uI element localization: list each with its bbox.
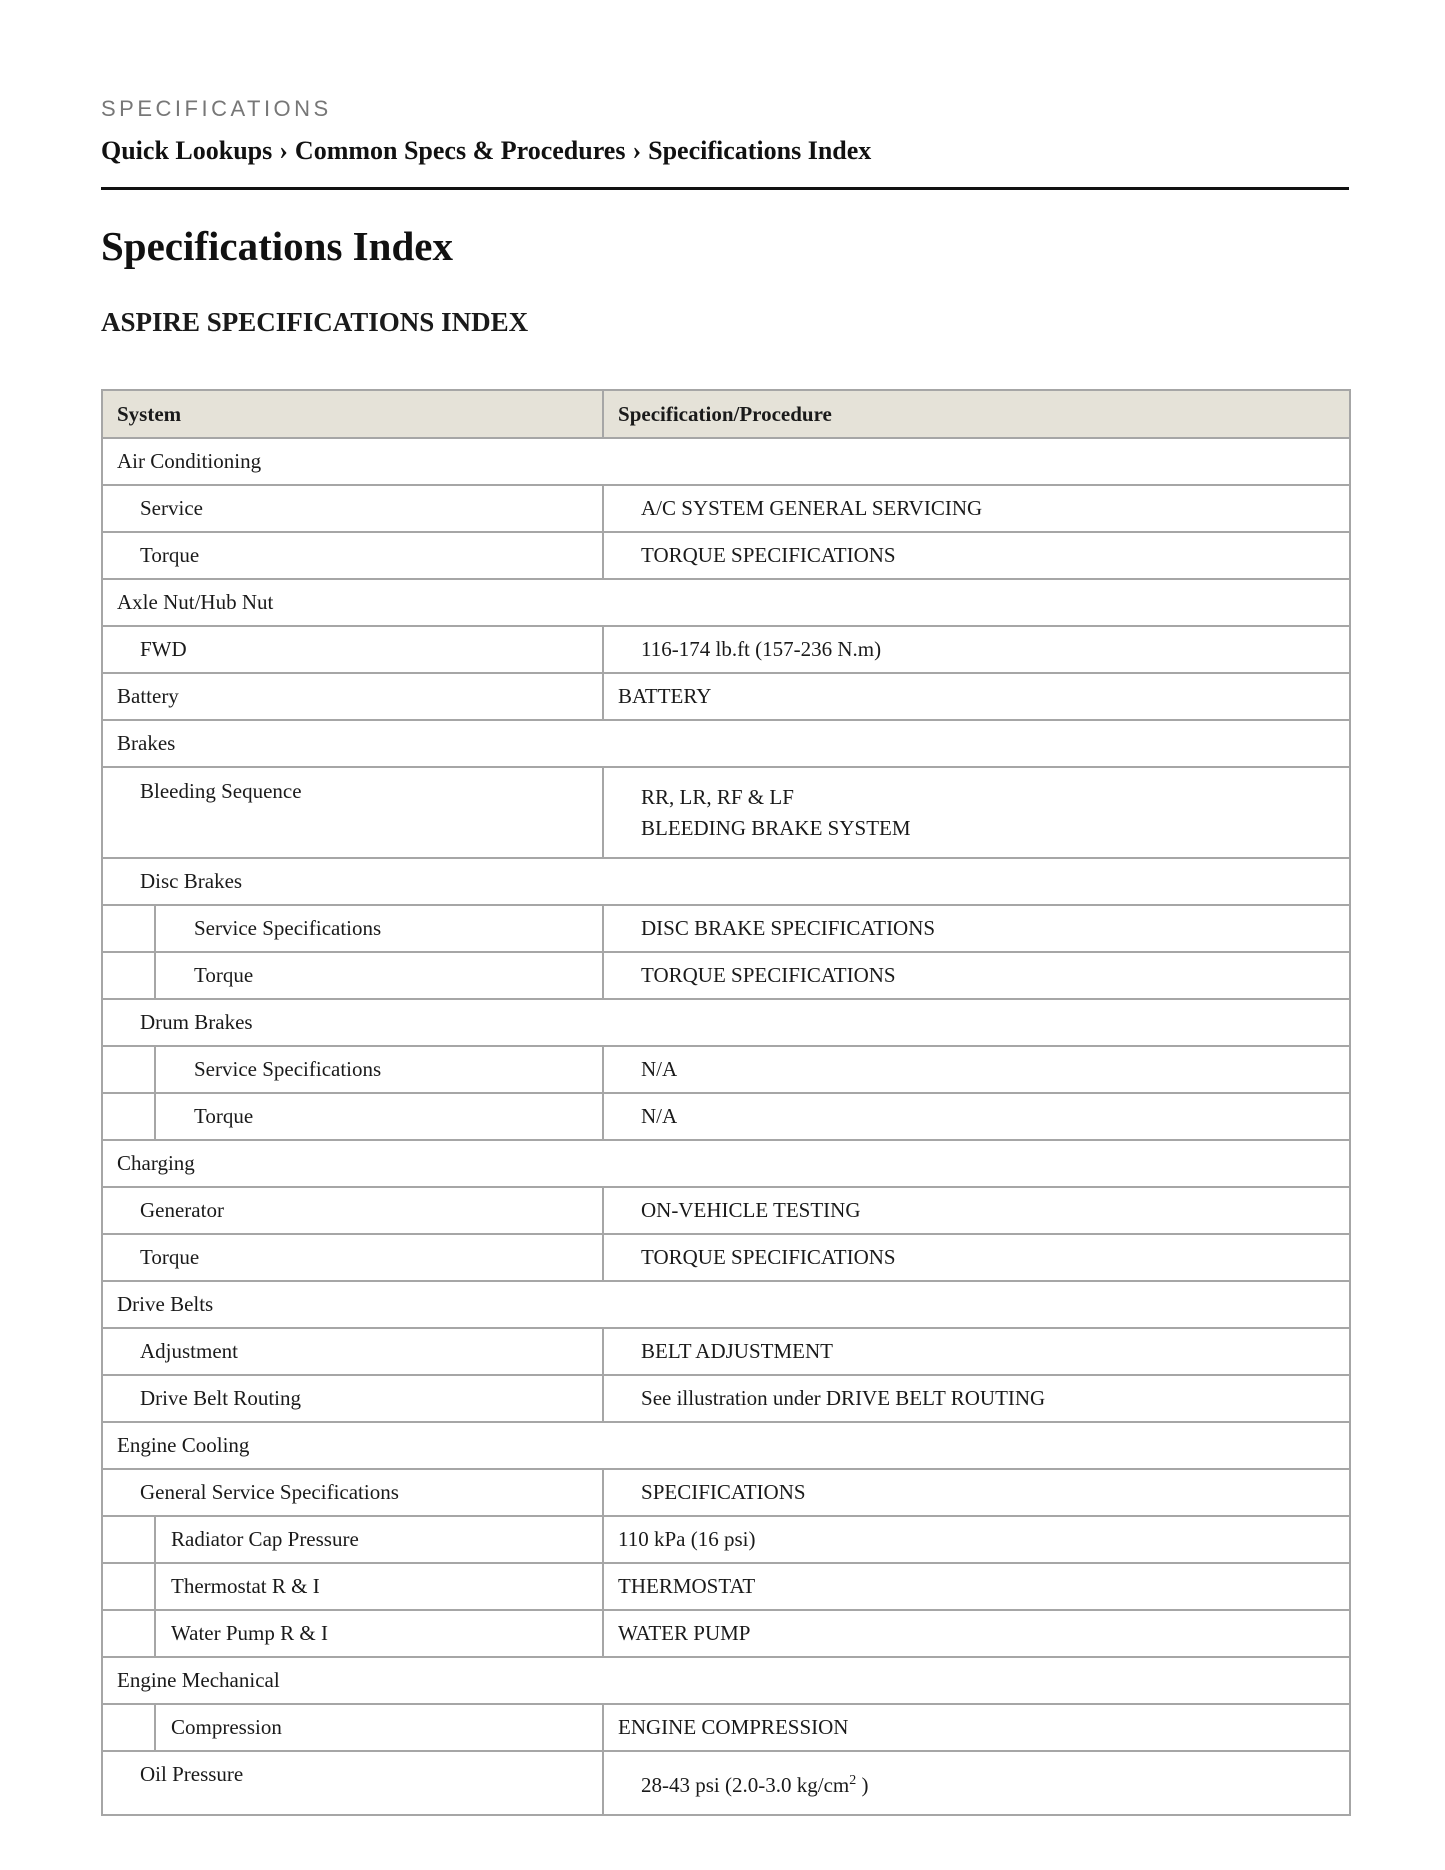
breadcrumb-separator: ›	[632, 136, 642, 165]
table-row	[102, 485, 1350, 532]
group-engine-cooling: Engine Cooling	[102, 1422, 1350, 1469]
section-eyebrow: SPECIFICATIONS	[101, 96, 332, 121]
indent-cell	[102, 905, 155, 952]
table-row	[102, 767, 1350, 858]
spec-link[interactable]: A/C SYSTEM GENERAL SERVICING	[603, 485, 1350, 532]
indent-cell	[102, 1704, 155, 1751]
indent-cell	[102, 1093, 155, 1140]
table-row-group	[102, 1657, 1350, 1704]
spec-link[interactable]: SPECIFICATIONS	[603, 1469, 1350, 1516]
indent-cell	[102, 1516, 155, 1563]
spec-value: 116-174 lb.ft (157-236 N.m)	[603, 626, 1350, 673]
table-row-group	[102, 720, 1350, 767]
system-cell: Oil Pressure	[102, 1751, 603, 1815]
table-row-group	[102, 1422, 1350, 1469]
table-row	[102, 1234, 1350, 1281]
indent-cell	[102, 1046, 155, 1093]
system-cell: Battery	[102, 673, 603, 720]
table-row	[102, 1516, 1350, 1563]
table-row	[102, 1469, 1350, 1516]
spec-link[interactable]: THERMOSTAT	[603, 1563, 1350, 1610]
table-row	[102, 673, 1350, 720]
spec-cell	[603, 767, 1350, 858]
spec-value-main: 28-43 psi (2.0-3.0 kg/cm	[641, 1772, 850, 1797]
table-row	[102, 1187, 1350, 1234]
indent-cell	[102, 952, 155, 999]
spec-value: 110 kPa (16 psi)	[603, 1516, 1350, 1563]
breadcrumb	[101, 136, 871, 166]
table-row	[102, 1375, 1350, 1422]
table-row	[102, 952, 1350, 999]
system-cell: Torque	[155, 952, 603, 999]
spec-value-end: )	[856, 1772, 869, 1797]
breadcrumb-item-common-specs[interactable]: Common Specs & Procedures	[294, 136, 626, 165]
spec-value	[603, 1751, 1350, 1815]
table-row-subgroup	[102, 999, 1350, 1046]
group-axle-nut: Axle Nut/Hub Nut	[102, 579, 1350, 626]
table-row-group	[102, 438, 1350, 485]
system-cell: Compression	[155, 1704, 603, 1751]
table-header-row	[102, 390, 1350, 438]
spec-value: See illustration under DRIVE BELT ROUTING	[603, 1375, 1350, 1422]
system-cell: Service Specifications	[155, 905, 603, 952]
spec-link[interactable]: DISC BRAKE SPECIFICATIONS	[603, 905, 1350, 952]
spec-value: RR, LR, RF & LF	[641, 784, 794, 809]
table-row	[102, 1610, 1350, 1657]
system-cell: Torque	[155, 1093, 603, 1140]
spec-link[interactable]: TORQUE SPECIFICATIONS	[603, 1234, 1350, 1281]
spec-link[interactable]: ON-VEHICLE TESTING	[603, 1187, 1350, 1234]
table-row	[102, 532, 1350, 579]
spec-value: N/A	[603, 1046, 1350, 1093]
spec-link[interactable]: WATER PUMP	[603, 1610, 1350, 1657]
system-cell: Bleeding Sequence	[102, 767, 603, 858]
table-row	[102, 1563, 1350, 1610]
spec-link[interactable]: BLEEDING BRAKE SYSTEM	[641, 815, 911, 840]
subgroup-disc-brakes: Disc Brakes	[102, 858, 1350, 905]
spec-value: N/A	[603, 1093, 1350, 1140]
group-engine-mechanical: Engine Mechanical	[102, 1657, 1350, 1704]
spec-value-superscript: 2	[849, 1772, 857, 1788]
system-cell: Service Specifications	[155, 1046, 603, 1093]
table-row-group	[102, 1140, 1350, 1187]
table-row	[102, 1046, 1350, 1093]
system-cell: General Service Specifications	[102, 1469, 603, 1516]
system-cell: Generator	[102, 1187, 603, 1234]
spec-link[interactable]: ENGINE COMPRESSION	[603, 1704, 1350, 1751]
system-cell: Radiator Cap Pressure	[155, 1516, 603, 1563]
system-cell: Thermostat R & I	[155, 1563, 603, 1610]
table-row	[102, 1704, 1350, 1751]
table-row	[102, 1328, 1350, 1375]
table-row	[102, 1093, 1350, 1140]
table-row-group	[102, 1281, 1350, 1328]
spec-link[interactable]: TORQUE SPECIFICATIONS	[603, 952, 1350, 999]
table-row-subgroup	[102, 858, 1350, 905]
spec-link[interactable]: BATTERY	[603, 673, 1350, 720]
group-charging: Charging	[102, 1140, 1350, 1187]
breadcrumb-item-current: Specifications Index	[648, 136, 872, 165]
table-row	[102, 1751, 1350, 1815]
indent-cell	[102, 1610, 155, 1657]
system-cell: Drive Belt Routing	[102, 1375, 603, 1422]
system-cell: Adjustment	[102, 1328, 603, 1375]
specifications-table	[101, 389, 1351, 1816]
table-row	[102, 626, 1350, 673]
page-subtitle: ASPIRE SPECIFICATIONS INDEX	[101, 307, 529, 337]
system-cell: Service	[102, 485, 603, 532]
header-divider	[101, 187, 1349, 190]
subgroup-drum-brakes: Drum Brakes	[102, 999, 1350, 1046]
table-row	[102, 905, 1350, 952]
system-cell: Water Pump R & I	[155, 1610, 603, 1657]
column-header-specification: Specification/Procedure	[603, 390, 1350, 438]
group-drive-belts: Drive Belts	[102, 1281, 1350, 1328]
page-title: Specifications Index	[101, 223, 453, 269]
column-header-system: System	[102, 390, 603, 438]
breadcrumb-separator: ›	[279, 136, 288, 165]
group-brakes: Brakes	[102, 720, 1350, 767]
spec-link[interactable]: TORQUE SPECIFICATIONS	[603, 532, 1350, 579]
breadcrumb-item-quick-lookups[interactable]: Quick Lookups	[101, 136, 273, 165]
spec-link[interactable]: BELT ADJUSTMENT	[603, 1328, 1350, 1375]
indent-cell	[102, 1563, 155, 1610]
system-cell: FWD	[102, 626, 603, 673]
table-row-group	[102, 579, 1350, 626]
system-cell: Torque	[102, 532, 603, 579]
system-cell: Torque	[102, 1234, 603, 1281]
group-air-conditioning: Air Conditioning	[102, 438, 1350, 485]
